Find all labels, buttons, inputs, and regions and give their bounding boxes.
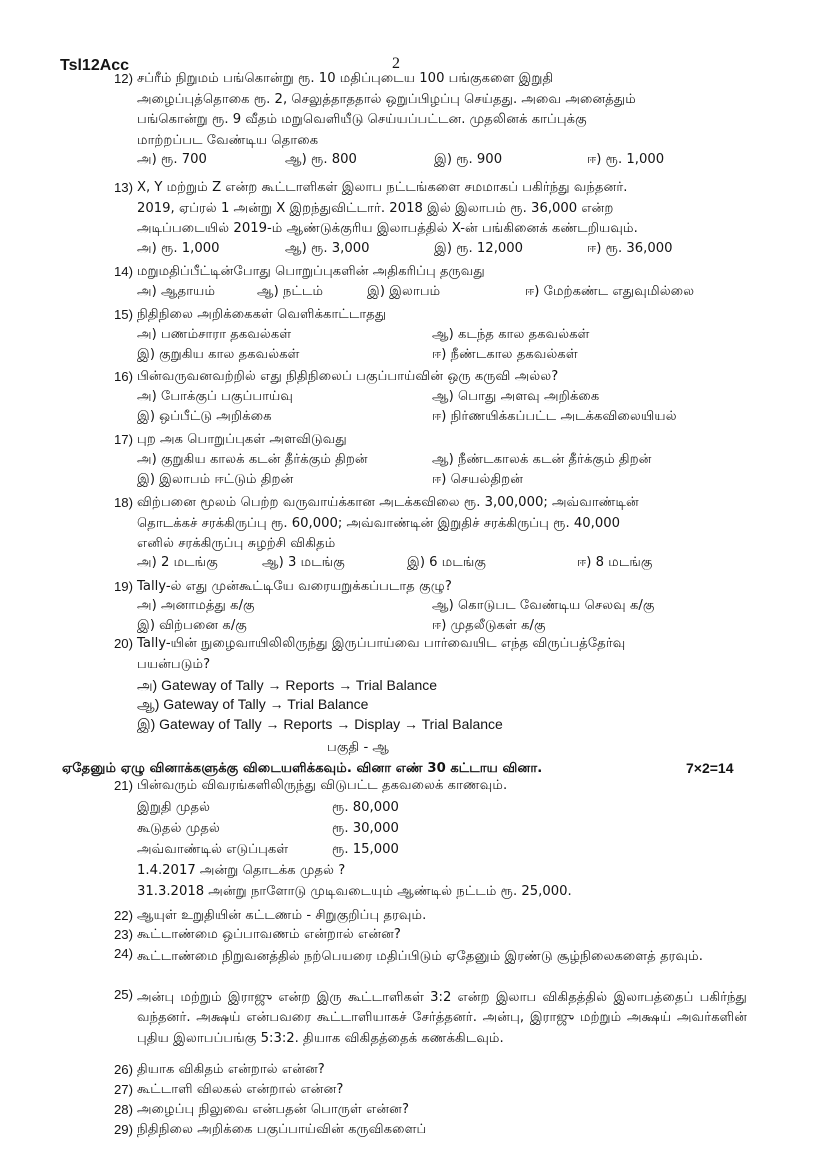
question-number: 17) <box>113 432 133 447</box>
question-line: புற அக பொறுப்புகள் அளவிடுவது <box>137 432 347 447</box>
question-number: 23) <box>113 927 133 942</box>
option-d: ஈ) செயல்திறன் <box>432 471 524 487</box>
question-line: கூட்டாண்மை ஒப்பாவணம் என்றால் என்ன? <box>137 927 401 942</box>
question-line: அழைப்புத்தொகை ரூ. 2, செலுத்தாததால் ஒறுப்பிழப்பு செய்தது. அவை அனைத்தும் <box>137 91 636 107</box>
question-line: 1.4.2017 அன்று தொடக்க முதல் ? <box>137 863 346 878</box>
option-c: இ) இலாபம் ஈட்டும் திறன் <box>137 471 294 487</box>
question-line: அழைப்பு நிலுவை என்பதன் பொருள் என்ன? <box>137 1102 409 1117</box>
option-d: ஈ) ரூ. 1,000 <box>587 152 665 168</box>
question-line: Tally-யின் நுழைவாயிலிலிருந்து இருப்பாய்வை பார்வையிட எந்த விருப்பத்தேர்வு <box>137 636 626 651</box>
question-line: மாற்றப்பட வேண்டிய தொகை <box>137 132 319 148</box>
question-line: Tally-ல் எது முன்கூட்டியே வரையறுக்கப்படாத குழு? <box>137 579 452 594</box>
question-line: நிதிநிலை அறிக்கை பகுப்பாய்வின் கருவிகளைப் <box>137 1122 427 1137</box>
option-c: இ) ரூ. 900 <box>434 152 503 168</box>
option-d: ஈ) நீண்டகால தகவல்கள் <box>432 346 578 362</box>
question-line: எனில் சரக்கிருப்பு சுழற்சி விகிதம் <box>137 536 336 552</box>
question-number: 13) <box>113 180 133 195</box>
question-line: கூட்டாளி விலகல் என்றால் என்ன? <box>137 1082 344 1097</box>
question-27 <box>97 1083 747 1098</box>
exam-code: Tsl12Acc <box>60 57 130 74</box>
question-26 <box>97 1063 747 1078</box>
option-d: ஈ) மேற்கண்ட எதுவுமில்லை <box>525 283 695 299</box>
question-number: 22) <box>113 908 133 923</box>
question-number: 27) <box>113 1082 133 1097</box>
data-label: கூடுதல் முதல் <box>137 821 220 836</box>
option-b: ஆ) ரூ. 800 <box>285 152 357 168</box>
option-a: அ) ஆதாயம் <box>137 283 216 299</box>
option-a: அ) Gateway of Tally → Reports → Trial Balance <box>137 677 438 694</box>
option-c: இ) விற்பனை க/கு <box>137 617 247 633</box>
question-23 <box>97 928 747 943</box>
option-d: ஈ) ரூ. 36,000 <box>587 240 673 256</box>
data-value: ரூ. 15,000 <box>332 842 399 857</box>
question-line: விற்பனை மூலம் பெற்ற வருவாய்க்கான அடக்கவிலை ரூ. 3,00,000; அவ்வாண்டின் <box>137 495 639 510</box>
option-a: அ) அனாமத்து க/கு <box>137 597 255 613</box>
question-line: அன்பு மற்றும் இராஜு என்ற இரு கூட்டாளிகள் 3:2 என்ற இலாப விகிதத்தில் இலாபத்தைப் பகிர்ந்து வந்தனர். அக்ஷய் என்பவரை கூட்டாளியாகச் சேர்த்தனர். அன்பு, இராஜு மற்றும் அக்ஷய் அவர்களின் புதிய இலாபப்பங்கு 5:3:2. தியாக விகிதத்தைக் கணக்கிடவும். <box>137 990 747 1046</box>
question-number: 28) <box>113 1102 133 1117</box>
data-value: ரூ. 80,000 <box>332 800 399 815</box>
question-line: அடிப்படையில் 2019-ம் ஆண்டுக்குரிய இலாபத்தில் X-ன் பங்கினைக் கண்டறியவும். <box>137 221 638 237</box>
option-b: ஆ) Gateway of Tally → Trial Balance <box>137 696 369 713</box>
question-line: பின்வருவனவற்றில் எது நிதிநிலைப் பகுப்பாய்வின் ஒரு கருவி அல்ல? <box>137 369 559 384</box>
question-16 <box>97 370 747 430</box>
question-14 <box>97 265 747 305</box>
question-line: பயன்படும்? <box>137 656 211 672</box>
option-c: இ) 6 மடங்கு <box>407 554 487 570</box>
page-number: 2 <box>392 55 400 72</box>
option-c: இ) ஒப்பீட்டு அறிக்கை <box>137 408 272 424</box>
question-21 <box>97 779 747 794</box>
question-line: X, Y மற்றும் Z என்ற கூட்டாளிகள் இலாப நட்டங்களை சமமாகப் பகிர்ந்து வந்தனர். <box>137 180 628 195</box>
question-19 <box>97 580 747 639</box>
option-b: ஆ) நீண்டகாலக் கடன் தீர்க்கும் திறன் <box>432 451 652 467</box>
option-b: ஆ) கொடுபட வேண்டிய செலவு க/கு <box>432 597 655 613</box>
option-c: இ) Gateway of Tally → Reports → Display → Trial Balance <box>137 715 503 732</box>
option-c: இ) ரூ. 12,000 <box>434 240 524 256</box>
option-d: ஈ) 8 மடங்கு <box>577 554 653 570</box>
question-line: நிதிநிலை அறிக்கைகள் வெளிக்காட்டாதது <box>137 307 387 322</box>
question-number: 20) <box>113 636 133 651</box>
question-line: கூட்டாண்மை நிறுவனத்தில் நற்பெயரை மதிப்பிடும் ஏதேனும் இரண்டு சூழ்நிலைகளைத் தரவும். <box>137 949 703 964</box>
question-25 <box>97 988 747 1049</box>
question-12 <box>97 72 747 173</box>
section-title: பகுதி - ஆ <box>327 740 390 755</box>
option-c: இ) குறுகிய கால தகவல்கள் <box>137 346 300 362</box>
option-b: ஆ) கடந்த கால தகவல்கள் <box>432 326 590 342</box>
question-number: 12) <box>113 71 133 86</box>
question-number: 21) <box>113 778 133 793</box>
question-number: 24) <box>113 946 133 961</box>
data-label: இறுதி முதல் <box>137 800 211 815</box>
question-line: பின்வரும் விவரங்களிலிருந்து விடுபட்ட தகவலைக் காணவும். <box>137 778 508 793</box>
option-a: அ) போக்குப் பகுப்பாய்வு <box>137 388 294 404</box>
option-a: அ) பணம்சாரா தகவல்கள் <box>137 326 292 342</box>
data-value: ரூ. 30,000 <box>332 821 399 836</box>
question-18 <box>97 496 747 576</box>
question-line: சப்ரீம் நிறுமம் பங்கொன்று ரூ. 10 மதிப்புடைய 100 பங்குகளை இறுதி <box>137 71 554 86</box>
option-b: ஆ) 3 மடங்கு <box>262 554 345 570</box>
question-line: மறுமதிப்பீட்டின்போது பொறுப்புகளின் அதிகரிப்பு தருவது <box>137 264 485 279</box>
option-b: ஆ) ரூ. 3,000 <box>285 240 370 256</box>
question-17 <box>97 433 747 493</box>
question-line: தியாக விகிதம் என்றால் என்ன? <box>137 1062 325 1077</box>
question-28 <box>97 1103 747 1118</box>
question-number: 19) <box>113 579 133 594</box>
question-24 <box>97 947 747 967</box>
option-a: அ) ரூ. 1,000 <box>137 240 220 256</box>
question-line: 31.3.2018 அன்று நாளோடு முடிவடையும் ஆண்டில் நட்டம் ரூ. 25,000. <box>137 884 572 899</box>
section-instruction: ஏதேனும் ஏழு வினாக்களுக்கு விடையளிக்கவும். வினா எண் 30 கட்டாய வினா. <box>62 761 543 776</box>
section-marks: 7×2=14 <box>686 760 734 776</box>
option-a: அ) 2 மடங்கு <box>137 554 218 570</box>
question-number: 15) <box>113 307 133 322</box>
question-number: 14) <box>113 264 133 279</box>
option-c: இ) இலாபம் <box>367 283 441 299</box>
question-line: தொடக்கச் சரக்கிருப்பு ரூ. 60,000; அவ்வாண்டின் இறுதிச் சரக்கிருப்பு ரூ. 40,000 <box>137 515 621 531</box>
option-a: அ) குறுகிய காலக் கடன் தீர்க்கும் திறன் <box>137 451 368 467</box>
question-13 <box>97 181 747 262</box>
option-d: ஈ) முதலீடுகள் க/கு <box>432 617 546 633</box>
option-b: ஆ) பொது அளவு அறிக்கை <box>432 388 600 404</box>
question-number: 25) <box>113 987 133 1002</box>
question-22 <box>97 909 747 924</box>
question-number: 18) <box>113 495 133 510</box>
option-d: ஈ) நிர்ணயிக்கப்பட்ட அடக்கவிலையியல் <box>432 408 677 424</box>
question-number: 29) <box>113 1122 133 1137</box>
question-20 <box>97 637 747 732</box>
question-number: 16) <box>113 369 133 384</box>
option-a: அ) ரூ. 700 <box>137 152 207 168</box>
option-b: ஆ) நட்டம் <box>257 283 324 299</box>
question-line: 2019, ஏப்ரல் 1 அன்று X இறந்துவிட்டார். 2018 இல் இலாபம் ரூ. 36,000 என்ற <box>137 200 614 216</box>
question-number: 26) <box>113 1062 133 1077</box>
question-line: பங்கொன்று ரூ. 9 வீதம் மறுவெளியீடு செய்யப்பட்டன. முதலினக் காப்புக்கு <box>137 112 587 128</box>
question-line: ஆயுள் உறுதியின் கட்டணம் - சிறுகுறிப்பு தரவும். <box>137 908 427 923</box>
data-label: அவ்வாண்டில் எடுப்புகள் <box>137 842 289 857</box>
question-29 <box>97 1123 747 1138</box>
question-15 <box>97 308 747 368</box>
